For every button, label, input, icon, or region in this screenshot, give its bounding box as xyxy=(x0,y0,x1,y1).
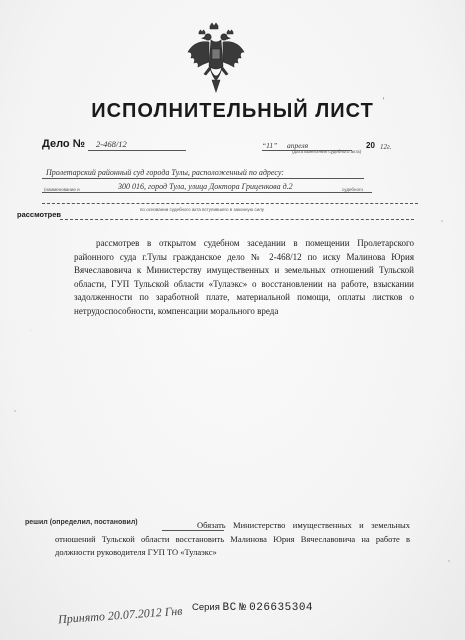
document-title: ИСПОЛНИТЕЛЬНЫЙ ЛИСТ xyxy=(91,100,374,122)
date-day: “11” xyxy=(262,141,278,150)
decision-label: решил (определил, постановил) xyxy=(25,519,138,526)
date-caption: (дата вынесения судебного акта) xyxy=(292,149,362,154)
scan-speck xyxy=(441,220,443,222)
scan-speck xyxy=(30,330,31,331)
year-prefix: 20 xyxy=(366,141,375,150)
handwritten-note: Принято 20.07.2012 Гнв xyxy=(57,603,183,627)
series-label: Серия xyxy=(192,602,220,613)
considered-underline xyxy=(60,219,414,220)
decision-text xyxy=(55,519,410,560)
considered-label: рассмотрев xyxy=(17,210,61,219)
court-address: 300 016, город Тула, улица Доктора Гриценкова д.2 xyxy=(118,182,293,191)
court-underline xyxy=(42,178,364,179)
case-number: 2-468/12 xyxy=(96,139,127,149)
coat-of-arms-emblem xyxy=(185,22,247,96)
case-description xyxy=(74,237,414,318)
address-caption-right: судебного xyxy=(342,187,364,192)
number-sign: № xyxy=(239,602,247,614)
address-underline xyxy=(42,192,372,193)
scan-speck xyxy=(448,560,450,562)
address-caption: (наименование и xyxy=(44,187,80,192)
acts-caption: по основании судебного акта вступившего в законную силу xyxy=(140,207,265,212)
year-suffix: 12г. xyxy=(380,143,392,151)
court-name: Пролетарский районный суд города Тулы, расположенный по адресу: xyxy=(46,168,284,177)
scan-speck xyxy=(14,410,16,412)
case-number-underline xyxy=(88,150,186,151)
date-month: апреля xyxy=(287,141,309,150)
blank-underline xyxy=(42,203,418,204)
case-label: Дело № xyxy=(42,138,85,150)
series-code: ВС xyxy=(222,602,237,614)
margin-mark: ' xyxy=(383,96,385,105)
series-number: 026635304 xyxy=(249,602,314,614)
decision-text-content: Обязать Министерство имущественных и земельных отношений Тульской области восстановить Малинова Юрия Вячеславовича на работе в должности руководителя ГУП ТО «Тулаэкс» xyxy=(55,520,410,557)
form-series xyxy=(192,602,313,614)
case-description-text: рассмотрев в открытом судебном заседании в помещении Пролетарского районного суда г.Тулы гражданское дело № 2-468/12 по иску Малинова Юрия Вячеславовича к Министерству имущественных и земельных отношений Тульской области, ГУП Тульской области «Тулаэкс» о восстановлении на работе, взыскании задолженности по заработной плате, материальной помощи, оплаты листков о нетрудоспособности, компенсации морального вреда xyxy=(74,238,414,316)
